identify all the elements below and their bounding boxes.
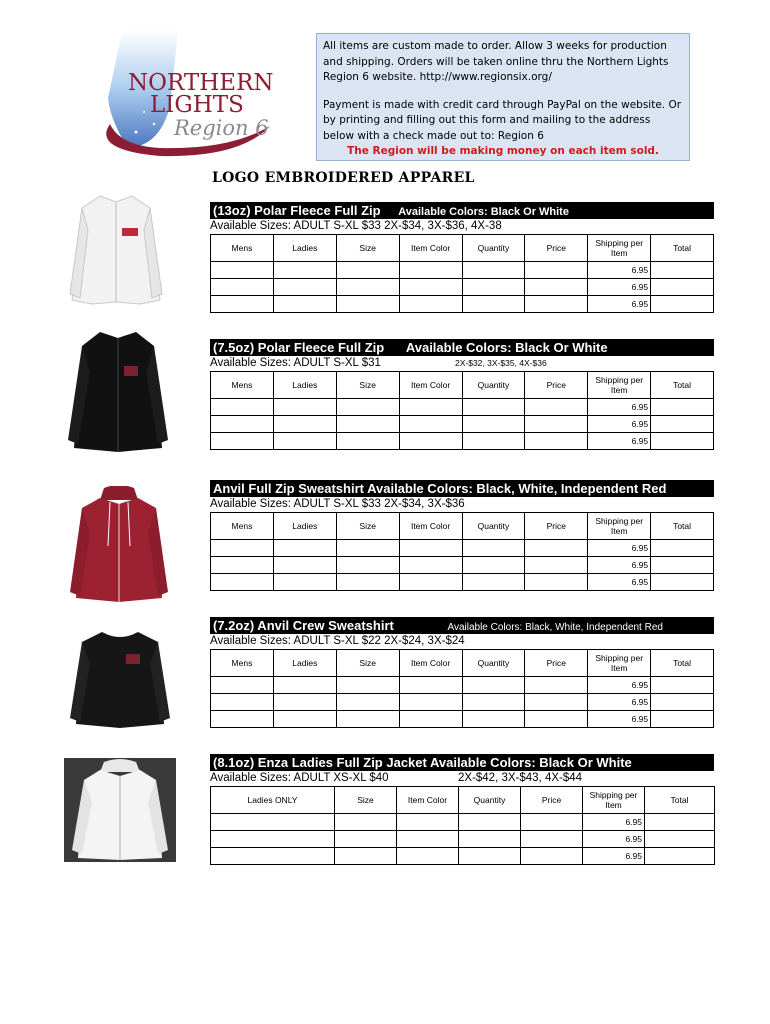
- col-header-shipping: Shipping per Item: [588, 513, 651, 540]
- mens-cell[interactable]: [211, 540, 274, 557]
- product-colors: Available Colors: Black, White, Independent Red: [447, 622, 663, 633]
- col-header-total: Total: [651, 235, 714, 262]
- size-cell[interactable]: [335, 848, 397, 865]
- table-row: [211, 296, 714, 313]
- price-cell[interactable]: [525, 557, 588, 574]
- shipping-cell: 6.95: [588, 694, 651, 711]
- item-color-cell[interactable]: [399, 574, 462, 591]
- table-row: [211, 279, 714, 296]
- quantity-cell[interactable]: [459, 848, 521, 865]
- ladies-cell[interactable]: [273, 296, 336, 313]
- ladies-cell[interactable]: [273, 279, 336, 296]
- ladies-cell[interactable]: [273, 557, 336, 574]
- ladies-only-cell[interactable]: [211, 814, 335, 831]
- total-cell[interactable]: [651, 557, 714, 574]
- price-cell[interactable]: [525, 540, 588, 557]
- table-row: [211, 848, 715, 865]
- price-cell[interactable]: [525, 574, 588, 591]
- product-sizes: Available Sizes: ADULT S-XL $22 2X-$24, 3X-$24: [210, 635, 465, 647]
- ladies-cell[interactable]: [273, 399, 336, 416]
- size-cell[interactable]: [336, 574, 399, 591]
- notice-paragraph-1: All items are custom made to order. Allow 3 weeks for production and shipping. Orders will be taken online thru the Northern Lights Region 6 website. http://www.regionsix.org/: [323, 40, 669, 83]
- quantity-cell[interactable]: [459, 814, 521, 831]
- page-title: LOGO EMBROIDERED APPAREL: [212, 170, 475, 186]
- col-header-price: Price: [521, 787, 583, 814]
- total-cell[interactable]: [651, 279, 714, 296]
- size-cell[interactable]: [336, 557, 399, 574]
- col-header-item-color: Item Color: [399, 235, 462, 262]
- mens-cell[interactable]: [211, 399, 274, 416]
- col-header-price: Price: [525, 513, 588, 540]
- item-color-cell[interactable]: [399, 262, 462, 279]
- col-header-ladies: Ladies: [273, 513, 336, 540]
- total-cell[interactable]: [651, 711, 714, 728]
- total-cell[interactable]: [651, 433, 714, 450]
- size-cell[interactable]: [335, 814, 397, 831]
- product-title-bar: [210, 339, 714, 356]
- product-section-anvil-crew: [210, 617, 714, 728]
- product-colors: Available Colors: Black Or White: [405, 340, 608, 355]
- item-color-cell[interactable]: [399, 433, 462, 450]
- ladies-only-cell[interactable]: [211, 831, 335, 848]
- price-cell[interactable]: [525, 677, 588, 694]
- price-cell[interactable]: [525, 711, 588, 728]
- mens-cell[interactable]: [211, 416, 274, 433]
- size-cell[interactable]: [336, 540, 399, 557]
- size-cell[interactable]: [336, 296, 399, 313]
- order-notice: [316, 33, 690, 161]
- col-header-quantity: Quantity: [462, 650, 525, 677]
- order-table: [210, 512, 714, 591]
- col-header-quantity: Quantity: [462, 513, 525, 540]
- table-row: [211, 557, 714, 574]
- size-cell[interactable]: [336, 399, 399, 416]
- ladies-cell[interactable]: [273, 574, 336, 591]
- size-cell[interactable]: [336, 433, 399, 450]
- price-cell[interactable]: [525, 296, 588, 313]
- total-cell[interactable]: [651, 416, 714, 433]
- mens-cell[interactable]: [211, 262, 274, 279]
- product-title: (7.5oz) Polar Fleece Full Zip: [213, 340, 385, 355]
- size-cell[interactable]: [336, 711, 399, 728]
- product-title: (7.2oz) Anvil Crew Sweatshirt: [213, 618, 394, 633]
- product-section-polar-fleece-7-5oz: [210, 339, 714, 450]
- ladies-cell[interactable]: [273, 694, 336, 711]
- shipping-cell: 6.95: [588, 416, 651, 433]
- order-table: [210, 649, 714, 728]
- product-sizes: Available Sizes: ADULT XS-XL $40: [210, 772, 389, 784]
- item-color-cell[interactable]: [399, 557, 462, 574]
- col-header-mens: Mens: [211, 372, 274, 399]
- product-title: (13oz) Polar Fleece Full Zip: [213, 203, 381, 218]
- quantity-cell[interactable]: [462, 557, 525, 574]
- quantity-cell[interactable]: [462, 677, 525, 694]
- size-cell[interactable]: [336, 694, 399, 711]
- product-section-enza-ladies-jacket: [210, 754, 714, 865]
- price-cell[interactable]: [525, 399, 588, 416]
- ladies-cell[interactable]: [273, 540, 336, 557]
- size-cell[interactable]: [336, 279, 399, 296]
- col-header-ladies-only: Ladies ONLY: [211, 787, 335, 814]
- black-crew-sweatshirt-photo: [66, 628, 174, 730]
- total-cell[interactable]: [651, 694, 714, 711]
- ladies-only-cell[interactable]: [211, 848, 335, 865]
- item-color-cell[interactable]: [399, 540, 462, 557]
- ladies-cell[interactable]: [273, 711, 336, 728]
- ladies-cell[interactable]: [273, 677, 336, 694]
- mens-cell[interactable]: [211, 711, 274, 728]
- shipping-cell: 6.95: [583, 814, 645, 831]
- white-fleece-photo: [60, 190, 172, 308]
- col-header-quantity: Quantity: [462, 235, 525, 262]
- total-cell[interactable]: [651, 296, 714, 313]
- table-row: [211, 262, 714, 279]
- col-header-shipping: Shipping per Item: [588, 372, 651, 399]
- product-title-bar: [210, 480, 714, 497]
- product-sizes-extended: 2X-$42, 3X-$43, 4X-$44: [458, 772, 583, 784]
- total-cell[interactable]: [651, 677, 714, 694]
- mens-cell[interactable]: [211, 574, 274, 591]
- shipping-cell: 6.95: [588, 399, 651, 416]
- col-header-item-color: Item Color: [399, 372, 462, 399]
- notice-highlight: The Region will be making money on each item sold.: [347, 145, 659, 157]
- mens-cell[interactable]: [211, 694, 274, 711]
- shipping-cell: 6.95: [588, 262, 651, 279]
- logo-text-lights: LIGHTS: [150, 92, 244, 118]
- col-header-size: Size: [336, 235, 399, 262]
- col-header-ladies: Ladies: [273, 235, 336, 262]
- col-header-shipping: Shipping per Item: [588, 235, 651, 262]
- col-header-shipping: Shipping per Item: [583, 787, 645, 814]
- total-cell[interactable]: [645, 848, 715, 865]
- table-row: [211, 399, 714, 416]
- table-row: [211, 574, 714, 591]
- col-header-mens: Mens: [211, 513, 274, 540]
- northern-lights-logo: [70, 28, 302, 168]
- quantity-cell[interactable]: [462, 574, 525, 591]
- quantity-cell[interactable]: [462, 296, 525, 313]
- price-cell[interactable]: [525, 416, 588, 433]
- order-table: [210, 786, 715, 865]
- col-header-total: Total: [651, 513, 714, 540]
- logo-text-northern: NORTHERN: [128, 70, 274, 96]
- col-header-total: Total: [645, 787, 715, 814]
- price-cell[interactable]: [521, 814, 583, 831]
- shipping-cell: 6.95: [588, 296, 651, 313]
- product-section-anvil-full-zip: [210, 480, 714, 591]
- mens-cell[interactable]: [211, 557, 274, 574]
- item-color-cell[interactable]: [399, 416, 462, 433]
- table-row: [211, 711, 714, 728]
- item-color-cell[interactable]: [399, 694, 462, 711]
- col-header-size: Size: [336, 372, 399, 399]
- red-hoodie-photo: [64, 486, 174, 604]
- item-color-cell[interactable]: [399, 279, 462, 296]
- ladies-cell[interactable]: [273, 416, 336, 433]
- col-header-mens: Mens: [211, 650, 274, 677]
- table-row: [211, 831, 715, 848]
- shipping-cell: 6.95: [588, 677, 651, 694]
- price-cell[interactable]: [525, 694, 588, 711]
- price-cell[interactable]: [525, 262, 588, 279]
- shipping-cell: 6.95: [588, 711, 651, 728]
- shipping-cell: 6.95: [583, 831, 645, 848]
- product-sizes-extended: 2X-$32, 3X-$35, 4X-$36: [455, 358, 547, 368]
- item-color-cell[interactable]: [399, 711, 462, 728]
- product-sizes: Available Sizes: ADULT S-XL $33 2X-$34, 3X-$36: [210, 498, 465, 510]
- col-header-total: Total: [651, 372, 714, 399]
- quantity-cell[interactable]: [459, 831, 521, 848]
- table-row: [211, 416, 714, 433]
- order-table: [210, 234, 714, 313]
- product-title: Anvil Full Zip Sweatshirt Available Colors: Black, White, Independent Red: [213, 481, 667, 496]
- size-cell[interactable]: [336, 416, 399, 433]
- size-cell[interactable]: [335, 831, 397, 848]
- col-header-ladies: Ladies: [273, 650, 336, 677]
- quantity-cell[interactable]: [462, 540, 525, 557]
- col-header-ladies: Ladies: [273, 372, 336, 399]
- item-color-cell[interactable]: [399, 296, 462, 313]
- total-cell[interactable]: [651, 574, 714, 591]
- notice-paragraph-2: Payment is made with credit card through PayPal on the website. Or by printing and filling out this form and mailing to the address below with a check made out to: Region 6: [323, 98, 682, 142]
- product-title: (8.1oz) Enza Ladies Full Zip Jacket Available Colors: Black Or White: [213, 755, 632, 770]
- item-color-cell[interactable]: [399, 677, 462, 694]
- product-title-bar: [210, 754, 714, 771]
- total-cell[interactable]: [651, 399, 714, 416]
- table-row: [211, 677, 714, 694]
- mens-cell[interactable]: [211, 677, 274, 694]
- shipping-cell: 6.95: [583, 848, 645, 865]
- col-header-quantity: Quantity: [462, 372, 525, 399]
- col-header-price: Price: [525, 372, 588, 399]
- table-row: [211, 694, 714, 711]
- col-header-price: Price: [525, 650, 588, 677]
- item-color-cell[interactable]: [397, 848, 459, 865]
- quantity-cell[interactable]: [462, 711, 525, 728]
- mens-cell[interactable]: [211, 279, 274, 296]
- table-row: [211, 814, 715, 831]
- price-cell[interactable]: [521, 831, 583, 848]
- white-ladies-jacket-photo: [64, 758, 176, 862]
- price-cell[interactable]: [525, 433, 588, 450]
- price-cell[interactable]: [525, 279, 588, 296]
- price-cell[interactable]: [521, 848, 583, 865]
- col-header-size: Size: [336, 513, 399, 540]
- quantity-cell[interactable]: [462, 279, 525, 296]
- logo-text-region: Region 6: [174, 116, 269, 140]
- ladies-cell[interactable]: [273, 433, 336, 450]
- item-color-cell[interactable]: [399, 399, 462, 416]
- table-row: [211, 540, 714, 557]
- shipping-cell: 6.95: [588, 540, 651, 557]
- col-header-item-color: Item Color: [397, 787, 459, 814]
- product-sizes-row: [210, 771, 714, 786]
- quantity-cell[interactable]: [462, 416, 525, 433]
- product-sizes: Available Sizes: ADULT S-XL $33 2X-$34, 3X-$36, 4X-38: [210, 220, 502, 232]
- product-section-polar-fleece-13oz: [210, 202, 714, 313]
- shipping-cell: 6.95: [588, 433, 651, 450]
- col-header-mens: Mens: [211, 235, 274, 262]
- shipping-cell: 6.95: [588, 574, 651, 591]
- quantity-cell[interactable]: [462, 399, 525, 416]
- shipping-cell: 6.95: [588, 279, 651, 296]
- order-table: [210, 371, 714, 450]
- size-cell[interactable]: [336, 262, 399, 279]
- col-header-price: Price: [525, 235, 588, 262]
- mens-cell[interactable]: [211, 433, 274, 450]
- product-title-bar: [210, 202, 714, 219]
- table-row: [211, 433, 714, 450]
- col-header-item-color: Item Color: [399, 513, 462, 540]
- total-cell[interactable]: [651, 540, 714, 557]
- quantity-cell[interactable]: [462, 262, 525, 279]
- col-header-size: Size: [336, 650, 399, 677]
- size-cell[interactable]: [336, 677, 399, 694]
- item-color-cell[interactable]: [397, 814, 459, 831]
- black-fleece-photo: [62, 328, 174, 458]
- item-color-cell[interactable]: [397, 831, 459, 848]
- product-colors: Available Colors: Black Or White: [398, 206, 569, 218]
- col-header-shipping: Shipping per Item: [588, 650, 651, 677]
- shipping-cell: 6.95: [588, 557, 651, 574]
- col-header-size: Size: [335, 787, 397, 814]
- quantity-cell[interactable]: [462, 694, 525, 711]
- total-cell[interactable]: [651, 262, 714, 279]
- col-header-quantity: Quantity: [459, 787, 521, 814]
- product-title-bar: [210, 617, 714, 634]
- ladies-cell[interactable]: [273, 262, 336, 279]
- product-sizes: Available Sizes: ADULT S-XL $31: [210, 357, 381, 369]
- total-cell[interactable]: [645, 814, 715, 831]
- total-cell[interactable]: [645, 831, 715, 848]
- col-header-total: Total: [651, 650, 714, 677]
- product-sizes-row: [210, 356, 714, 371]
- mens-cell[interactable]: [211, 296, 274, 313]
- col-header-item-color: Item Color: [399, 650, 462, 677]
- quantity-cell[interactable]: [462, 433, 525, 450]
